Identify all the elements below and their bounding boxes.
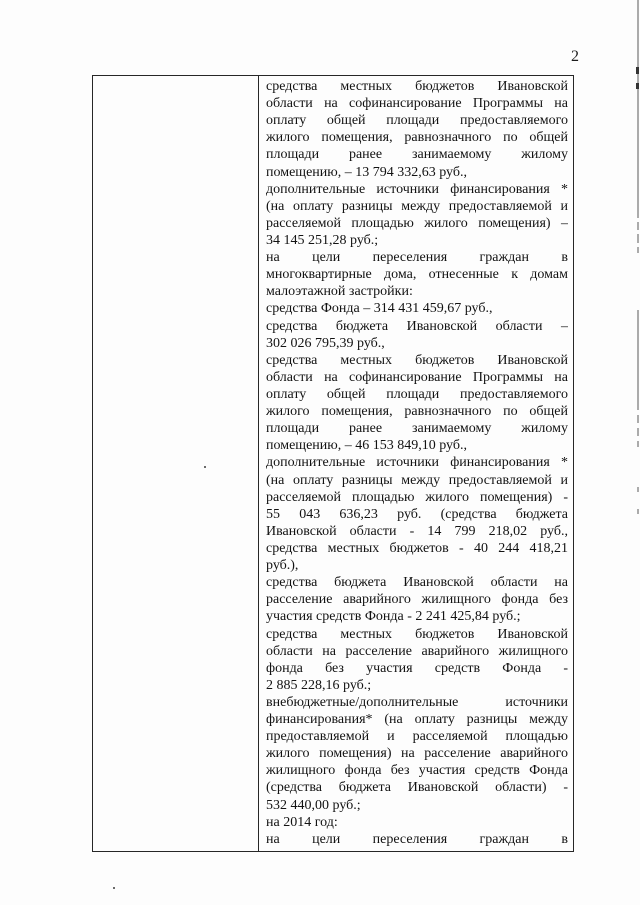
text-line: финансирования* (на оплату разницы между [266,712,568,728]
text-line: средства бюджета Ивановской области на [266,575,568,591]
text-line: 34 145 251,28 руб.; [266,232,379,248]
text-line: внебюджетные/дополнительные источники [266,694,568,710]
text-line: дополнительные источники финансирования * [266,181,568,197]
scan-streak [637,487,639,492]
text-line: дополнительные источники финансирования * [266,455,568,471]
text-line: области на софинансирование Программы на [266,96,568,112]
resolution-table [92,75,574,852]
stray-ink-dot [113,887,115,889]
text-line: 302 026 795,39 руб., [266,335,385,351]
table-right-column [259,76,573,851]
table-left-column [93,76,259,851]
text-line: расселяемой площадью жилого помещения) - [266,489,568,505]
text-line: жилого помещения, равнозначного по общей [266,404,568,420]
text-line: (на оплату разницы между предоставляемой и [266,198,568,214]
scan-streak [637,509,639,514]
text-line: жилого помещения) на расселение аварийного [266,746,568,762]
text-line: (средства бюджета Ивановской области) - [266,780,568,796]
text-line: области на софинансирование Программы на [266,369,568,385]
text-line: помещению, – 13 794 332,63 руб., [266,164,467,180]
text-line: малоэтажной застройки: [266,284,413,300]
text-line: оплату общей площади предоставляемого [266,386,568,402]
text-line: средства местных бюджетов Ивановской [266,626,568,642]
page-number: 2 [571,48,579,65]
text-line: предоставляемой и расселяемой площадью [266,729,568,745]
text-line: руб.), [266,558,299,574]
text-line: на 2014 год: [266,814,338,830]
right-column-text [266,78,568,848]
stray-ink-dot [204,466,206,468]
text-line: средства местных бюджетов Ивановской [266,79,568,94]
text-line: расселяемой площадью жилого помещения) – [266,215,568,231]
text-line: многоквартирные дома, отнесенные к домам [266,267,568,283]
text-line: на цели переселения граждан в [266,831,568,847]
scan-streak [637,415,639,423]
text-line: средства бюджета Ивановской области – [266,318,568,334]
text-line: площади ранее занимаемому жилому [266,147,568,163]
scan-streak [637,0,639,218]
text-line: (на оплату разницы между предоставляемой и [266,472,568,488]
text-line: жилищного фонда без участия средств Фонда [266,763,568,779]
text-line: 532 440,00 руб.; [266,797,361,813]
text-line: жилого помещения, равнозначного по общей [266,130,568,146]
text-line: расселение аварийного жилищного фонда без [266,592,568,608]
text-line: 55 043 636,23 руб. (средства бюджета [266,506,568,522]
scan-streak [636,67,639,74]
text-line: средства местных бюджетов - 40 244 418,21 [266,540,568,556]
scan-streak [637,247,639,253]
text-line: на цели переселения граждан в [266,250,568,266]
text-line: участия средств Фонда - 2 241 425,84 руб.; [266,609,521,625]
text-line: помещению, – 46 153 849,10 руб., [266,438,467,454]
text-line: средства Фонда – 314 431 459,67 руб., [266,301,493,317]
scan-streak [637,428,639,436]
scan-streak [637,234,639,243]
scan-streak [637,222,639,230]
text-line: фонда без участия средств Фонда - [266,660,568,676]
scan-streak [636,83,639,89]
text-line: области на расселение аварийного жилищного [266,643,568,659]
scan-streak [637,310,639,410]
text-line: 2 885 228,16 руб.; [266,677,372,693]
text-line: площади ранее занимаемому жилому [266,421,568,437]
scan-streak [637,441,639,447]
text-line: средства местных бюджетов Ивановской [266,352,568,368]
text-line: оплату общей площади предоставляемого [266,113,568,129]
text-line: Ивановской области - 14 799 218,02 руб., [266,523,568,539]
